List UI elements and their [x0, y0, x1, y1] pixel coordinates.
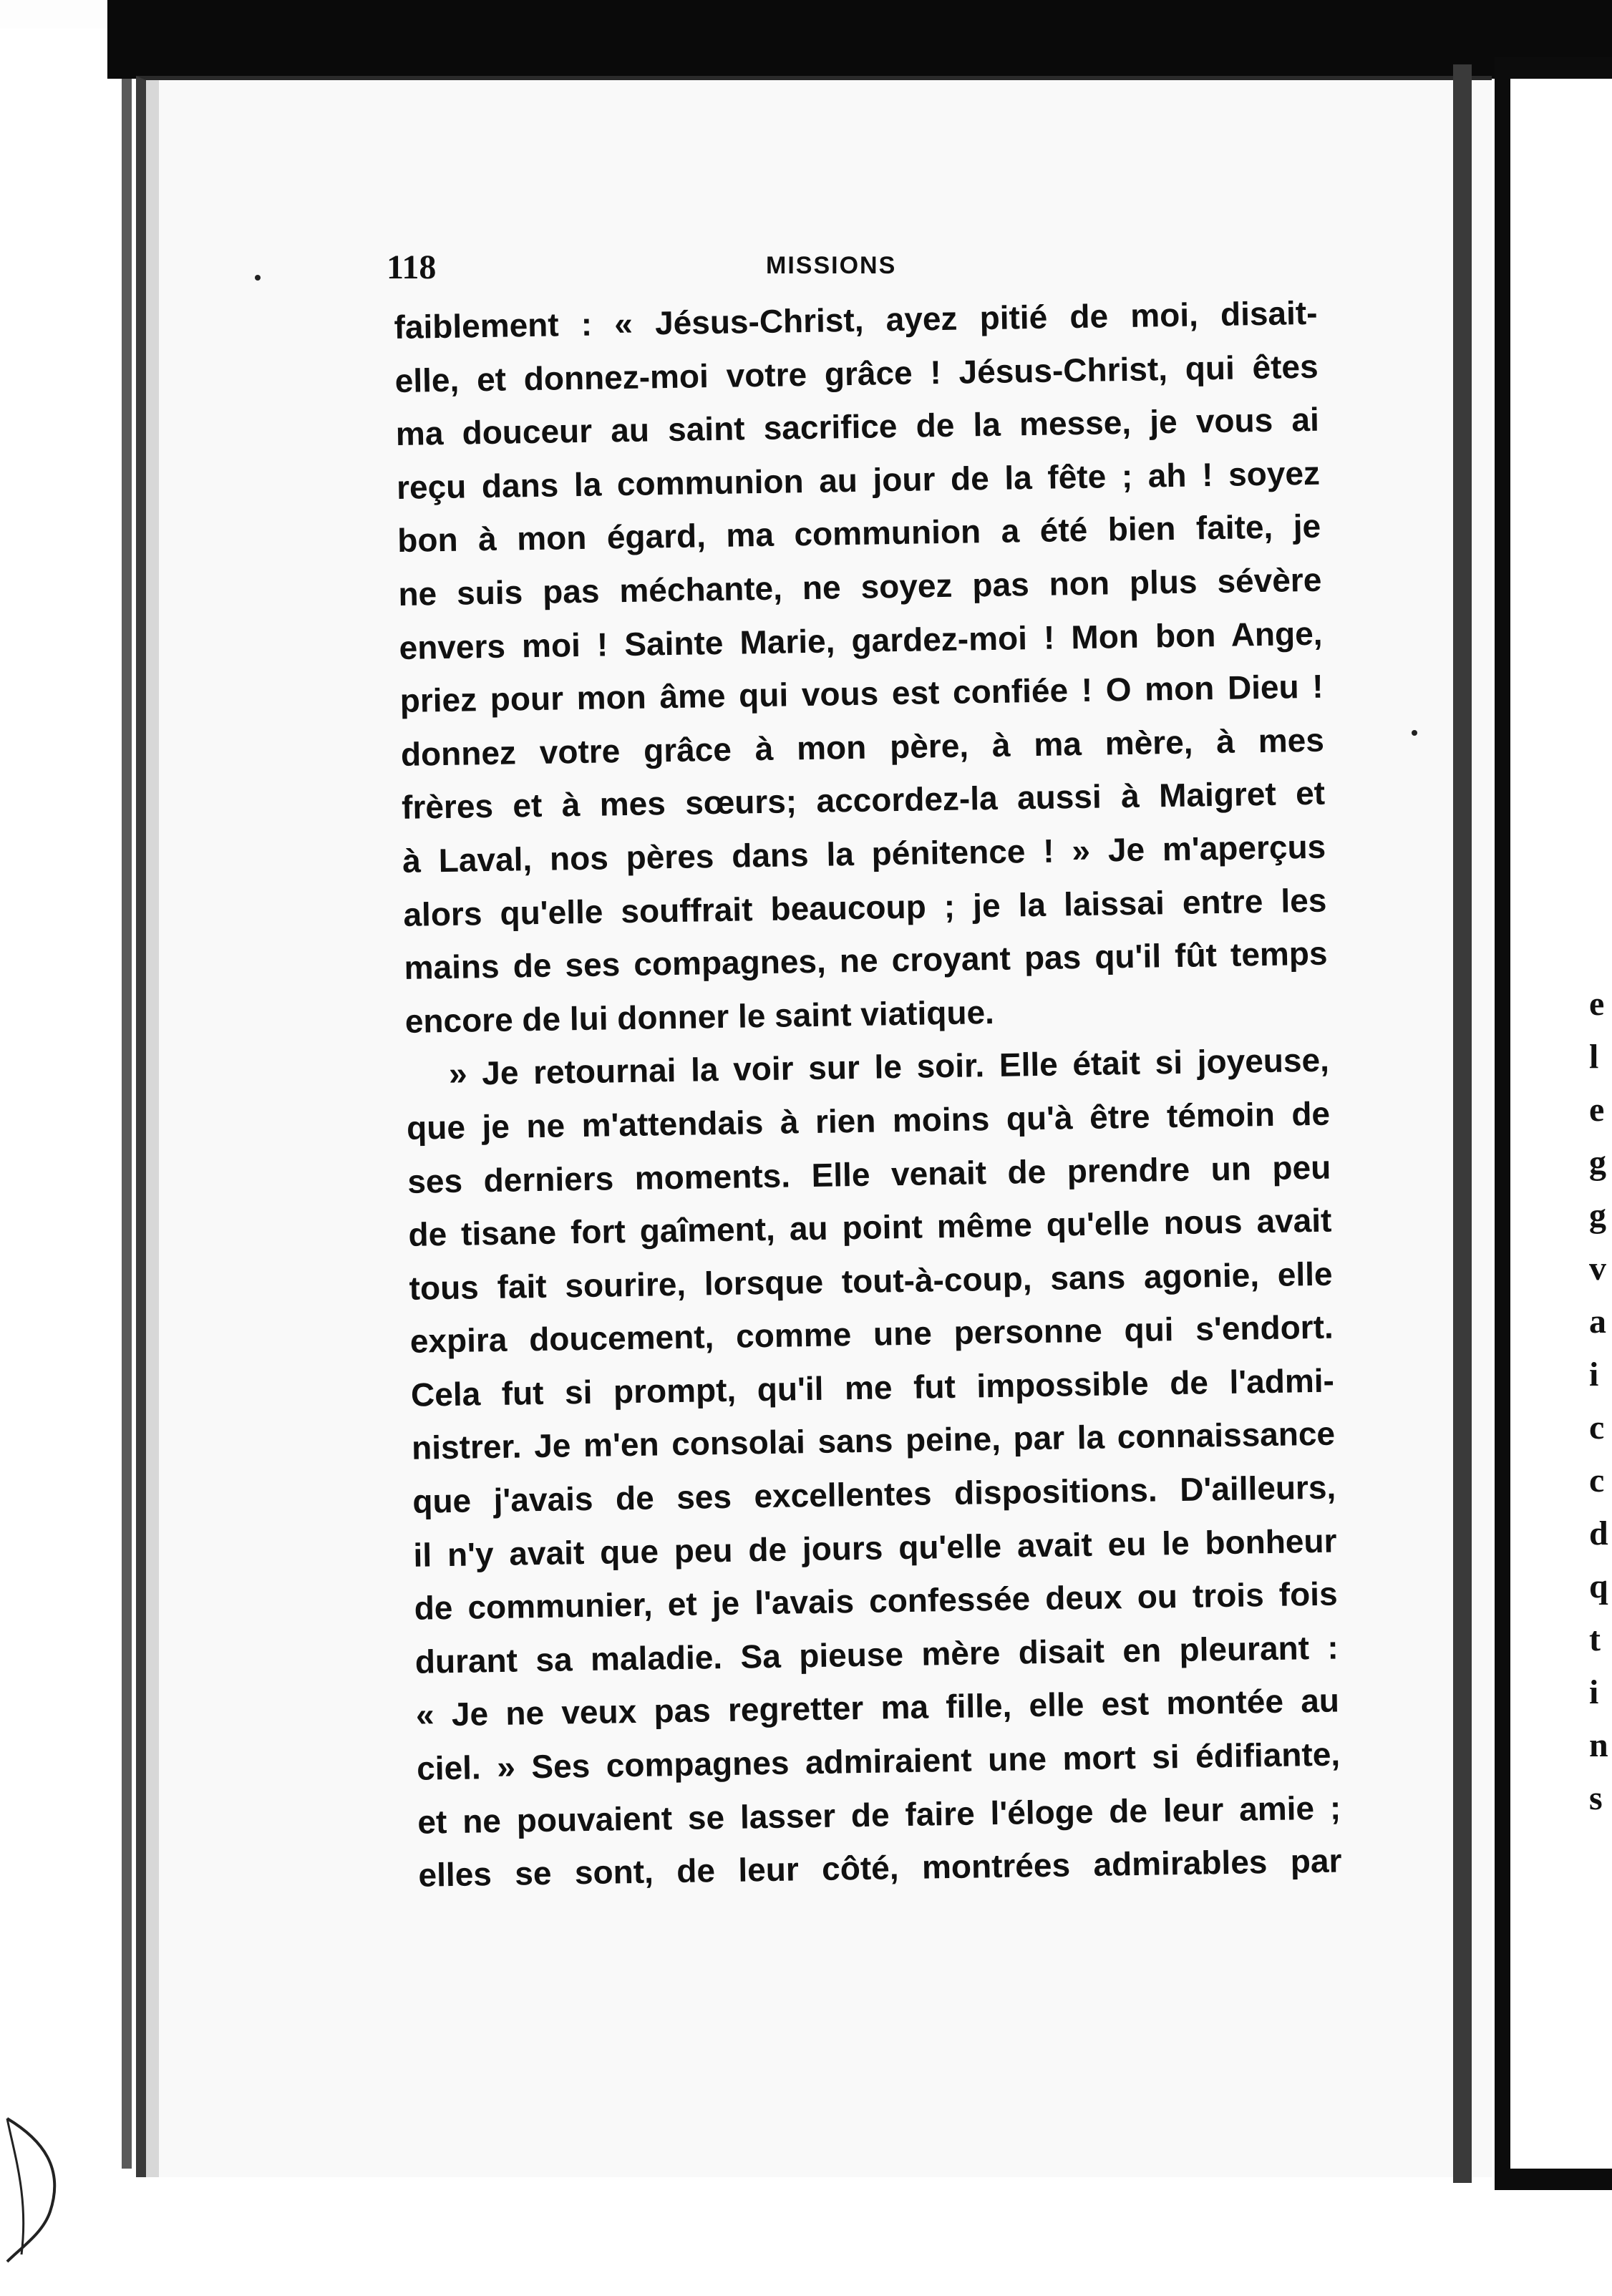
facing-page-letter: t — [1589, 1620, 1601, 1658]
text-line: reçu dans la communion au jour de la fête ; ah ! soyez — [396, 454, 1321, 506]
text-line: que j'avais de ses excellentes dispositions. D'ailleurs, — [412, 1468, 1336, 1520]
text-line: expira doucement, comme une personne qui s'endort. — [409, 1308, 1334, 1361]
text-line: « Je ne veux pas regretter ma fille, elle est montée au — [415, 1681, 1340, 1734]
text-line: durant sa maladie. Sa pieuse mère disait en pleurant : — [414, 1628, 1339, 1680]
text-line: de tisane fort gaîment, au point même qu'elle nous avait — [408, 1201, 1332, 1253]
text-line: tous fait sourire, lorsque tout-à-coup, sans agonie, elle — [409, 1255, 1333, 1307]
text-line: » Je retournai la voir sur le soir. Elle était si joyeuse, — [448, 1041, 1330, 1093]
text-line: priez pour mon âme qui vous est confiée ! O mon Dieu ! — [399, 667, 1324, 720]
text-line: bon à mon égard, ma communion a été bien faite, je — [397, 507, 1321, 560]
text-line: elle, et donnez-moi votre grâce ! Jésus-Christ, qui êtes — [394, 347, 1319, 399]
text-line: de communier, et je l'avais confessée deux ou trois fois — [414, 1575, 1338, 1628]
facing-page-letter: v — [1589, 1250, 1606, 1288]
scan-artifact-curl — [0, 2111, 79, 2269]
text-line: alors qu'elle souffrait beaucoup ; je la laissai entre les — [403, 881, 1327, 933]
facing-page-letter: e — [1589, 985, 1605, 1023]
text-line: il n'y avait que peu de jours qu'elle avait eu le bonheur — [413, 1522, 1337, 1574]
facing-page-letter: n — [1589, 1726, 1608, 1764]
text-line: elles se sont, de leur côté, montrées admirables par — [418, 1842, 1342, 1894]
facing-page-letter: g — [1589, 1144, 1606, 1182]
text-line: donnez votre grâce à mon père, à ma mère, à mes — [400, 721, 1325, 773]
facing-page-letter: c — [1589, 1461, 1605, 1499]
facing-page-letter: a — [1589, 1303, 1606, 1341]
text-line: mains de ses compagnes, ne croyant pas qu'il fût temps — [404, 934, 1328, 987]
text-line: envers moi ! Sainte Marie, gardez-moi ! Mon bon Ange, — [399, 614, 1323, 666]
page-number: 118 — [387, 248, 437, 286]
text-line: à Laval, nos pères dans la pénitence ! » Je m'aperçus — [402, 827, 1326, 880]
facing-page-letter: d — [1589, 1514, 1608, 1552]
scan-border-top — [107, 0, 1612, 79]
text-line: ma douceur au saint sacrifice de la messe, je vous ai — [395, 400, 1320, 453]
text-line: ne suis pas méchante, ne soyez pas non plus sévère — [398, 560, 1322, 613]
scan-speck — [255, 275, 261, 281]
facing-page-letter: q — [1589, 1567, 1608, 1605]
text-line: ses derniers moments. Elle venait de prendre un peu — [407, 1148, 1331, 1200]
facing-page-letter: l — [1589, 1038, 1599, 1076]
text-line: encore de lui donner le saint viatique. — [404, 993, 995, 1040]
facing-page-letter: i — [1589, 1673, 1599, 1711]
scan-margin — [0, 0, 107, 29]
body-text — [394, 286, 1342, 1902]
page-gutter — [1453, 64, 1472, 2183]
text-line: Cela fut si prompt, qu'il me fut impossible de l'admi- — [410, 1361, 1335, 1414]
text-line: ciel. » Ses compagnes admiraient une mort si édifiante, — [416, 1735, 1341, 1787]
running-head: MISSIONS — [766, 252, 897, 279]
facing-page-letter: e — [1589, 1091, 1605, 1129]
page-edge-left — [122, 79, 132, 2169]
scan-speck — [1412, 730, 1417, 736]
text-line: faiblement : « Jésus-Christ, ayez pitié de moi, disait- — [394, 293, 1318, 346]
text-line: et ne pouvaient se lasser de faire l'éloge de leur amie ; — [417, 1789, 1341, 1841]
text-line: que je ne m'attendais à rien moins qu'à être témoin de — [406, 1094, 1331, 1147]
text-line: frères et à mes sœurs; accordez-la aussi à Maigret et — [401, 774, 1326, 827]
facing-page-letter: i — [1589, 1356, 1599, 1393]
facing-page-letter: c — [1589, 1409, 1605, 1446]
text-line: nistrer. Je m'en consolai sans peine, par la connaissance — [411, 1415, 1336, 1467]
facing-page-letter: s — [1589, 1779, 1603, 1817]
facing-page-letter: g — [1589, 1197, 1606, 1235]
